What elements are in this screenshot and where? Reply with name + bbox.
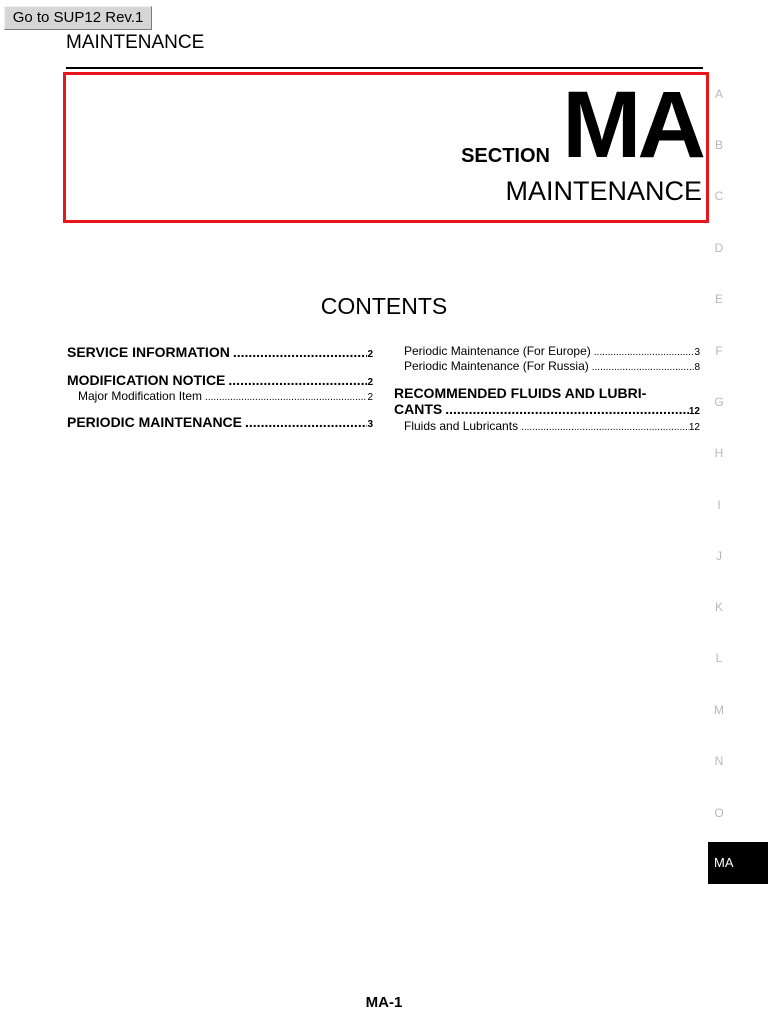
side-index-n[interactable]: N (714, 754, 724, 768)
toc-label: Periodic Maintenance (For Europe) (404, 344, 591, 358)
section-name: MAINTENANCE (505, 176, 702, 206)
side-index-j[interactable]: J (716, 549, 722, 563)
toc-page: 2 (367, 377, 373, 388)
side-index-o[interactable]: O (714, 806, 724, 820)
toc-page: 3 (367, 419, 373, 430)
toc-page: 12 (688, 422, 700, 433)
toc-page: 2 (367, 392, 373, 403)
toc-leader (518, 422, 689, 433)
toc-leader (230, 344, 368, 360)
side-index-g[interactable]: G (714, 395, 724, 409)
toc-page: 12 (688, 406, 700, 417)
side-index-c[interactable]: C (714, 189, 724, 203)
toc-leader (242, 414, 367, 430)
toc-entry-periodic-maintenance-russia[interactable] (404, 359, 700, 373)
toc-leader (589, 362, 695, 373)
toc-entry-recommended-fluids-line1[interactable]: RECOMMENDED FLUIDS AND LUBRI- (394, 385, 647, 401)
toc-page: 2 (367, 349, 373, 360)
toc-entry-recommended-fluids[interactable] (394, 401, 700, 417)
toc-label: Major Modification Item (78, 389, 203, 403)
header-divider (66, 67, 703, 69)
side-index-m[interactable]: M (714, 703, 724, 717)
side-index-b[interactable]: B (714, 138, 723, 152)
contents-heading: CONTENTS (320, 293, 448, 319)
toc-entry-major-modification-item[interactable] (78, 389, 373, 403)
side-index-d[interactable]: D (714, 241, 724, 255)
side-index-i[interactable]: I (717, 498, 721, 512)
toc-page: 8 (694, 362, 700, 373)
toc-page: 3 (694, 347, 700, 358)
toc-leader (225, 372, 367, 388)
side-index-e[interactable]: E (714, 292, 723, 306)
toc-entry-service-information[interactable] (67, 344, 373, 360)
side-index-k[interactable]: K (714, 600, 723, 614)
section-label: SECTION (461, 145, 550, 167)
side-index-f[interactable]: F (715, 344, 723, 358)
side-index-h[interactable]: H (714, 446, 724, 460)
side-index-ma-active[interactable]: MA (708, 842, 768, 884)
toc-label: SERVICE INFORMATION (67, 344, 230, 360)
toc-entry-periodic-maintenance-europe[interactable] (404, 344, 700, 358)
toc-leader (442, 401, 689, 417)
toc-leader (202, 392, 367, 403)
side-index-a[interactable]: A (714, 87, 723, 101)
side-index-l[interactable]: L (715, 651, 723, 665)
toc-label: PERIODIC MAINTENANCE (67, 414, 243, 430)
section-code: MA (562, 72, 702, 178)
toc-entry-periodic-maintenance[interactable] (67, 414, 373, 430)
toc-leader (591, 347, 695, 358)
toc-entry-modification-notice[interactable] (67, 372, 373, 388)
header-title: MAINTENANCE (66, 32, 205, 53)
toc-entry-fluids-and-lubricants[interactable] (404, 419, 700, 433)
goto-sup12-button[interactable]: Go to SUP12 Rev.1 (4, 6, 152, 30)
page-number: MA-1 (365, 994, 403, 1011)
toc-label: MODIFICATION NOTICE (67, 372, 226, 388)
toc-label: Fluids and Lubricants (404, 419, 519, 433)
toc-label: Periodic Maintenance (For Russia) (404, 359, 589, 373)
toc-label: CANTS (394, 401, 443, 417)
